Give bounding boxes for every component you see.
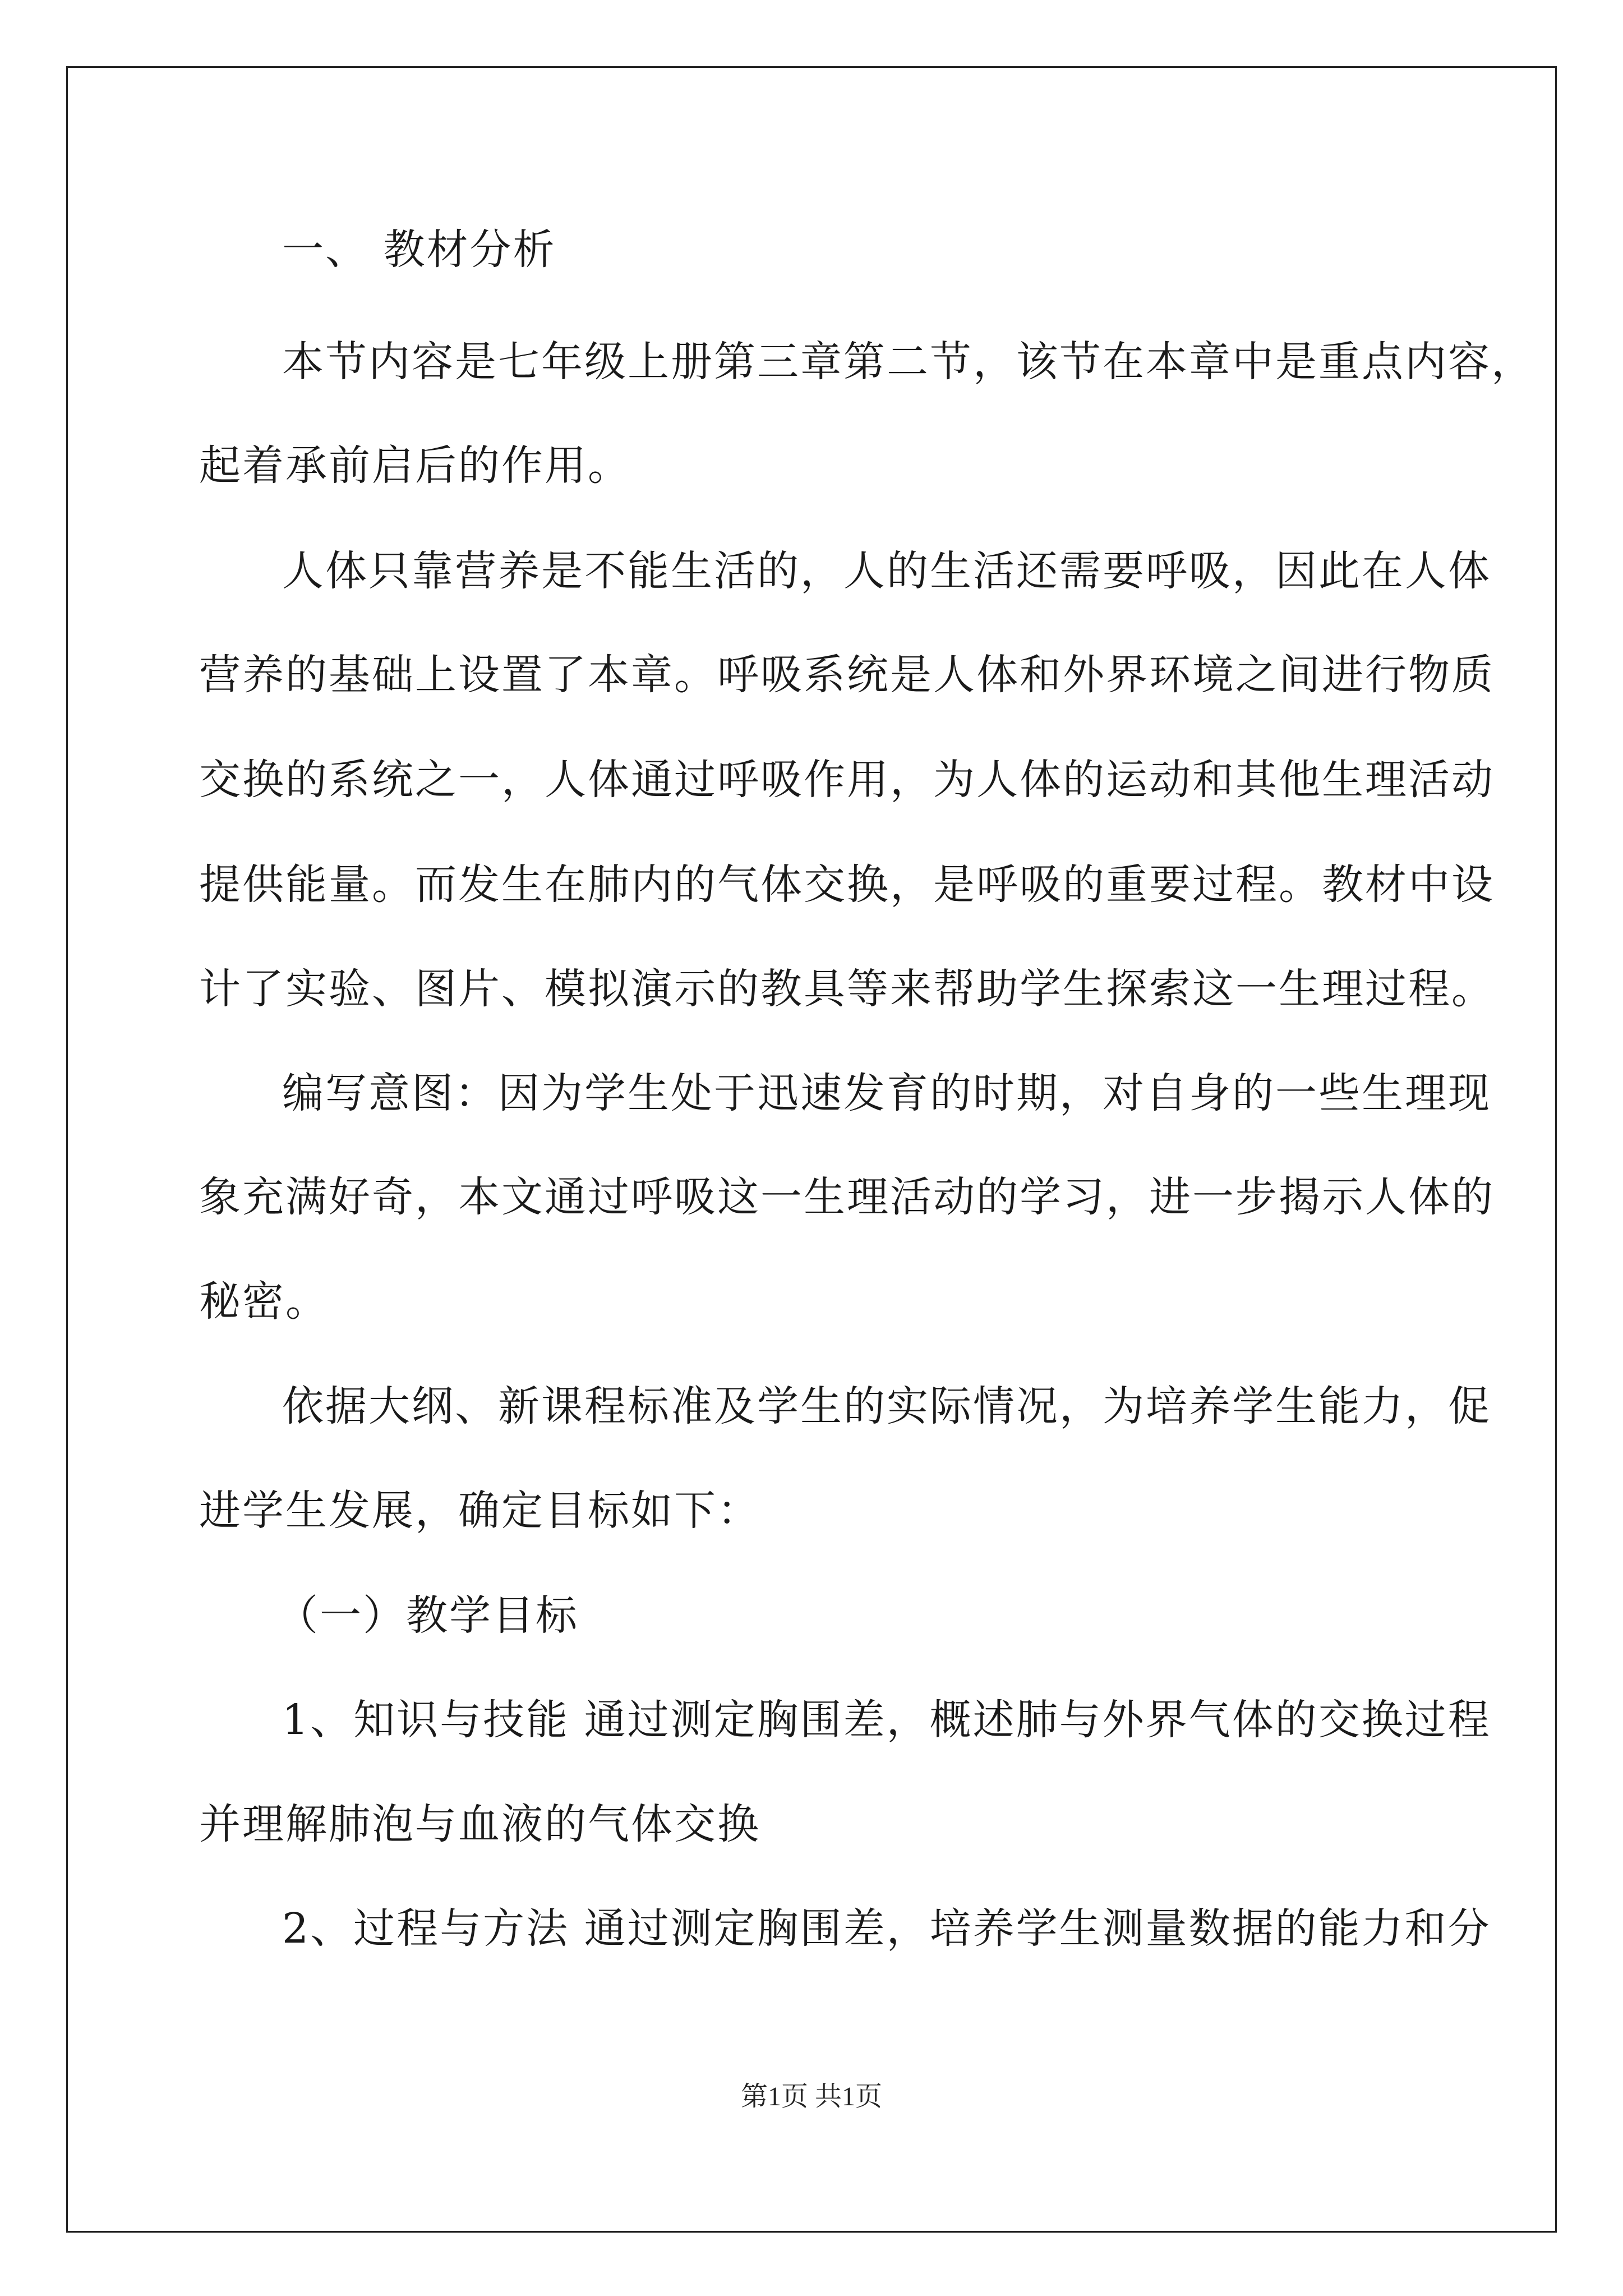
paragraph-line: 起着承前启后的作用。 [199,441,631,490]
paragraph-line: 秘密。 [199,1277,329,1326]
page-footer: 第1页 共1页 [740,2082,882,2111]
paragraph-line: 本节内容是七年级上册第三章第二节，该节在本章中是重点内容， [282,338,1534,386]
paragraph-line: 1、知识与技能 通过测定胸围差，概述肺与外界气体的交换过程 [282,1696,1491,1744]
paragraph-line: 依据大纲、新课程标准及学生的实际情况，为培养学生能力，促 [282,1382,1491,1430]
paragraph-line: 人体只靠营养是不能生活的，人的生活还需要呼吸，因此在人体 [282,547,1491,595]
paragraph-line: 计了实验、图片、模拟演示的教具等来帮助学生探索这一生理过程。 [199,965,1495,1013]
paragraph-line: 进学生发展，确定目标如下： [199,1487,760,1535]
paragraph-line: 并理解肺泡与血液的气体交换 [199,1800,760,1848]
paragraph-line: 提供能量。而发生在肺内的气体交换，是呼吸的重要过程。教材中设 [199,861,1495,909]
paragraph-line: 2、过程与方法 通过测定胸围差，培养学生测量数据的能力和分 [282,1904,1491,1953]
subsection-heading: （一）教学目标 [276,1591,579,1640]
paragraph-line: 营养的基础上设置了本章。呼吸系统是人体和外界环境之间进行物质 [199,651,1495,699]
section-heading: 一、 教材分析 [282,226,556,274]
paragraph-line: 象充满好奇，本文通过呼吸这一生理活动的学习，进一步揭示人体的 [199,1173,1495,1221]
paragraph-line: 交换的系统之一，人体通过呼吸作用，为人体的运动和其他生理活动 [199,756,1495,804]
paragraph-line: 编写意图：因为学生处于迅速发育的时期，对自身的一些生理现 [282,1069,1491,1117]
